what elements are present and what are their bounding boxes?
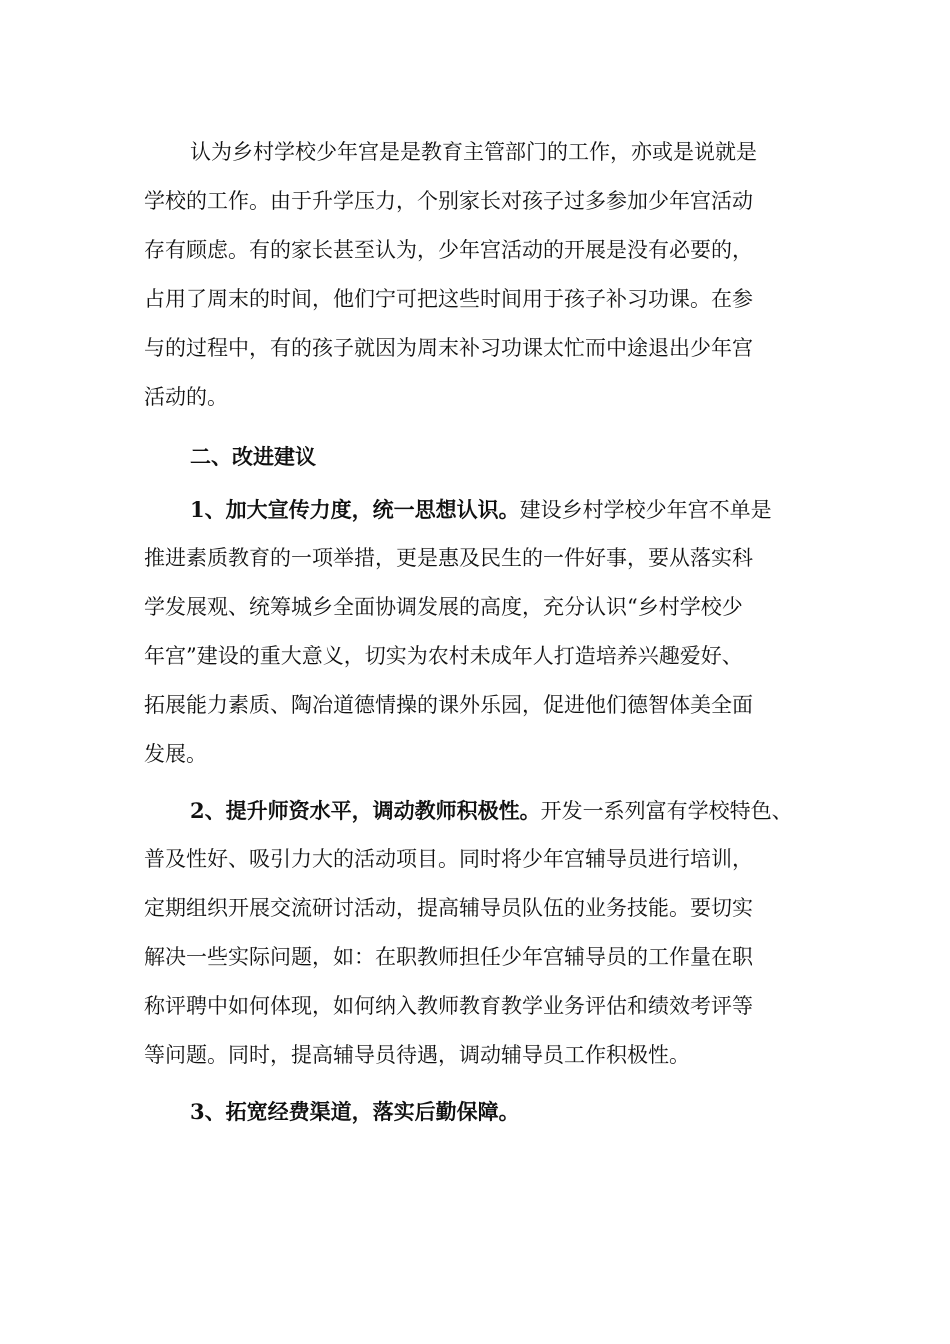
paragraph-line: 发展。 [144, 742, 207, 766]
paragraph-line: 定期组织开展交流研讨活动，提高辅导员队伍的业务技能。要切实 [144, 896, 753, 920]
paragraph-line: 拓展能力素质、陶冶道德情操的课外乐园，促进他们德智体美全面 [144, 693, 753, 717]
suggestion-title: 2、提升师资水平，调动教师积极性。 [190, 798, 541, 823]
paragraph-line: 称评聘中如何体现，如何纳入教师教育教学业务评估和绩效考评等 [144, 994, 753, 1018]
paragraph-line: 存有顾虑。有的家长甚至认为，少年宫活动的开展是没有必要的， [144, 238, 753, 262]
paragraph-line: 与的过程中，有的孩子就因为周末补习功课太忙而中途退出少年宫 [144, 336, 753, 360]
suggestion-text: 建设乡村学校少年宫不单是 [519, 498, 772, 522]
suggestion-first-line [144, 485, 824, 534]
suggestion-item-3 [144, 1087, 824, 1136]
suggestion-title: 3、拓宽经费渠道，落实后勤保障。 [190, 1099, 520, 1124]
paragraph-line: 推进素质教育的一项举措，更是惠及民生的一件好事，要从落实科 [144, 546, 753, 570]
paragraph-line: 等问题。同时，提高辅导员待遇，调动辅导员工作积极性。 [144, 1043, 690, 1067]
paragraph-line: 学校的工作。由于升学压力，个别家长对孩子过多参加少年宫活动 [144, 189, 753, 213]
paragraph-line: 学发展观、统筹城乡全面协调发展的高度，充分认识“乡村学校少 [144, 595, 743, 619]
section-heading: 二、改进建议 [190, 444, 316, 469]
paragraph-line: 认为乡村学校少年宫是是教育主管部门的工作，亦或是说就是 [190, 140, 757, 164]
document-body [144, 128, 824, 1136]
paragraph-line: 普及性好、吸引力大的活动项目。同时将少年宫辅导员进行培训， [144, 847, 753, 871]
paragraph-line: 占用了周末的时间，他们宁可把这些时间用于孩子补习功课。在参 [144, 287, 753, 311]
paragraph-line: 年宫”建设的重大意义，切实为农村未成年人打造培养兴趣爱好、 [144, 644, 743, 668]
suggestion-item-1 [144, 485, 824, 779]
suggestion-text: 开发一系列富有学校特色、 [540, 799, 793, 823]
paragraph-parent-concerns [144, 128, 824, 422]
suggestion-item-2 [144, 786, 824, 1080]
paragraph-line: 活动的。 [144, 385, 228, 409]
suggestion-first-line [144, 786, 824, 835]
paragraph-line: 解决一些实际问题，如：在职教师担任少年宫辅导员的工作量在职 [144, 945, 753, 969]
suggestion-title: 1、加大宣传力度，统一思想认识。 [190, 497, 520, 522]
